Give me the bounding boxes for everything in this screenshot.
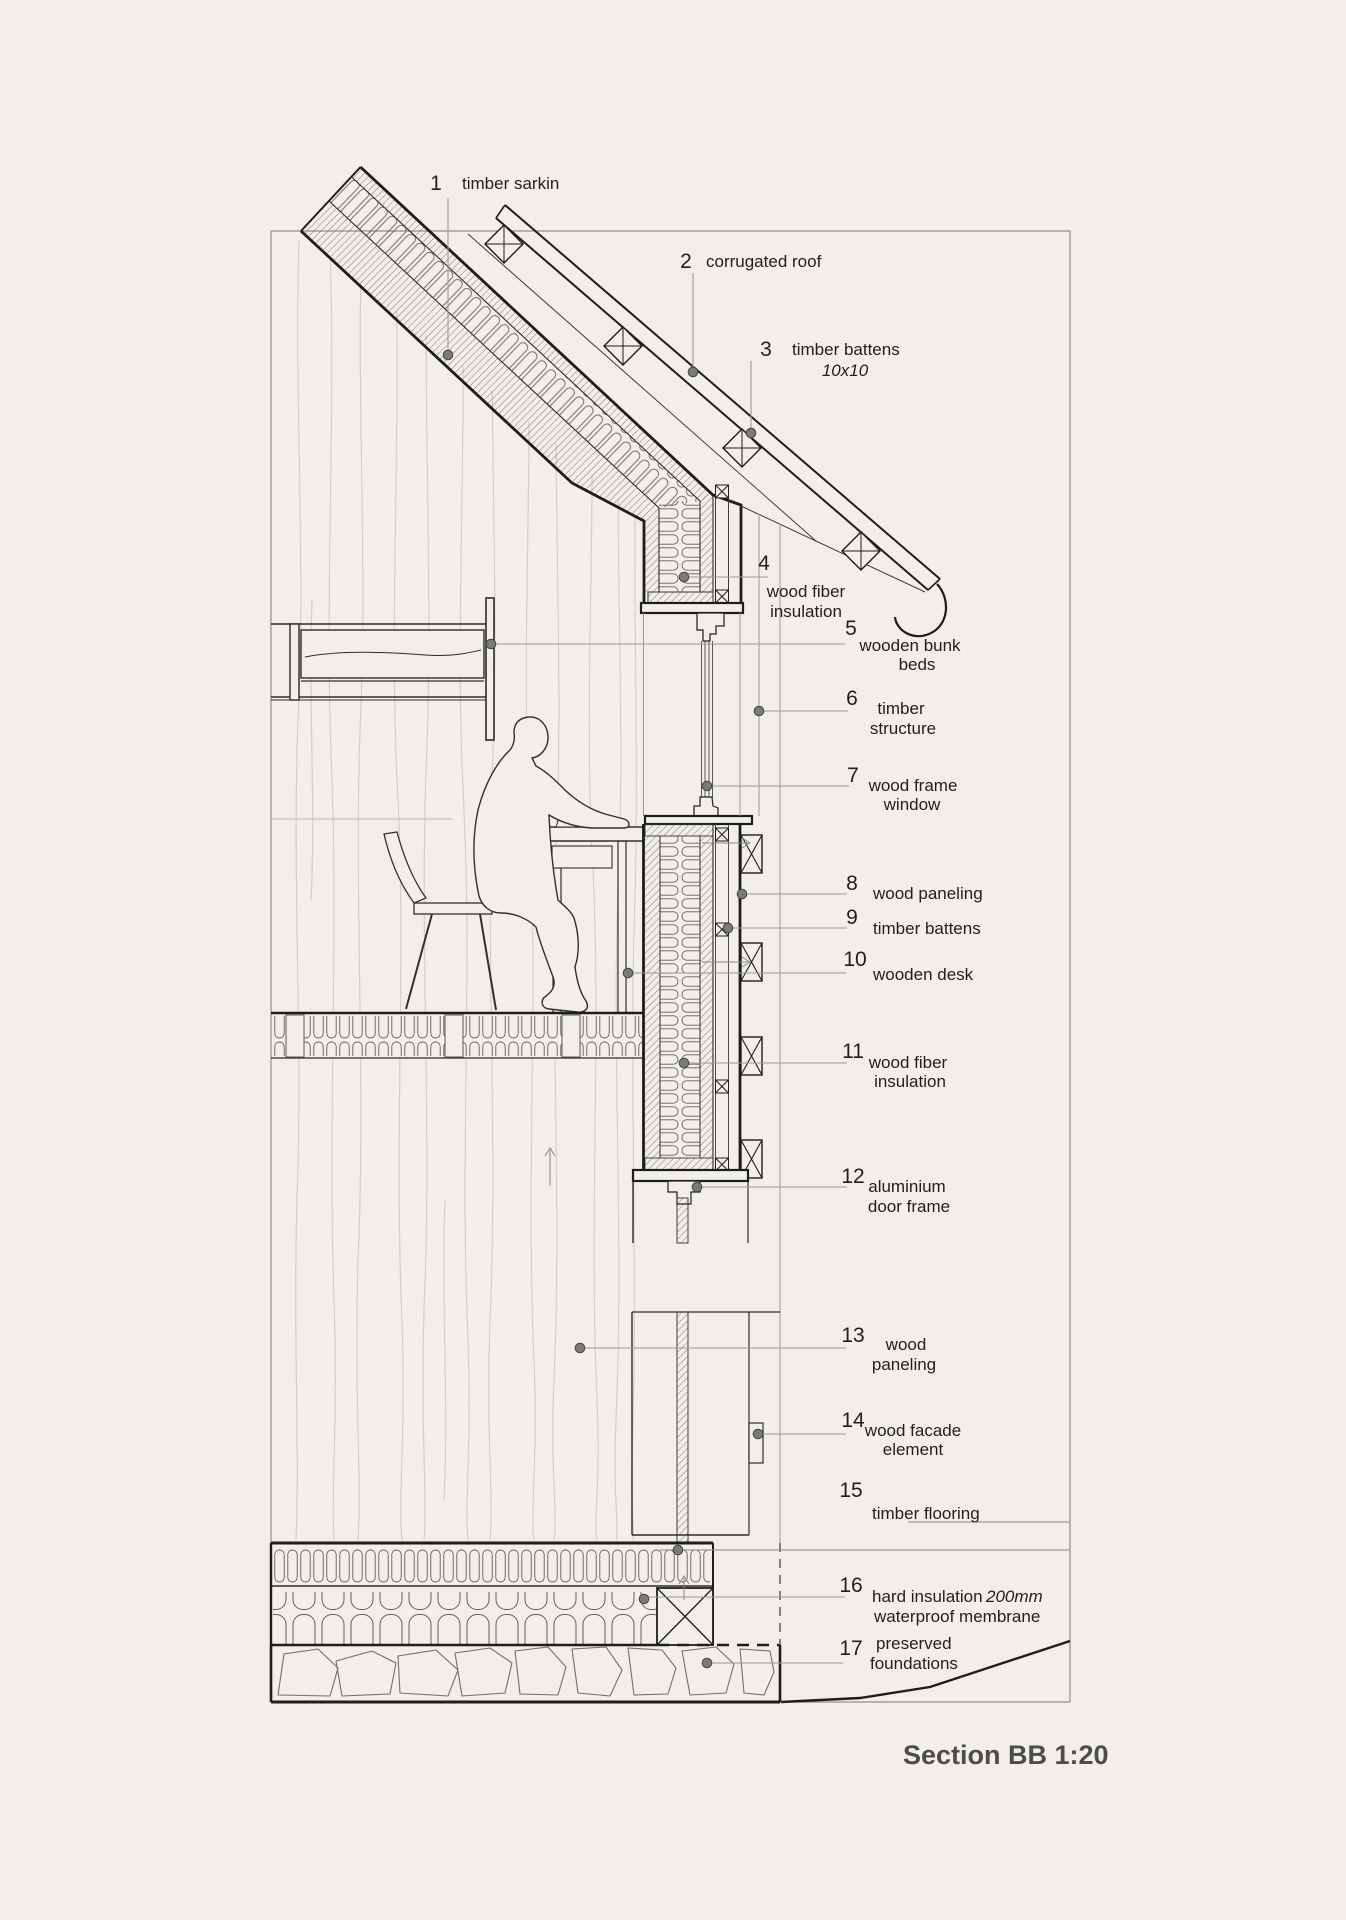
- door-lower-panel: [632, 1312, 780, 1578]
- wall-battens-small: [716, 828, 729, 1171]
- svg-text:6: 6: [846, 687, 858, 710]
- svg-text:paneling: paneling: [871, 1355, 937, 1374]
- svg-text:wood fiber: wood fiber: [766, 582, 846, 601]
- callout-5: [845, 617, 961, 674]
- dot-6: [754, 706, 764, 716]
- callout-4: [758, 552, 845, 621]
- door-assembly: [545, 1148, 780, 1578]
- svg-text:beds: beds: [898, 655, 936, 674]
- floor-insulation-upper: [273, 1547, 710, 1583]
- callout-15: [839, 1479, 979, 1523]
- dot-9: [723, 923, 733, 933]
- gutter: [895, 584, 946, 636]
- svg-text:200mm: 200mm: [986, 1587, 1043, 1606]
- roof-batten-icon: [842, 532, 880, 570]
- svg-text:12: 12: [841, 1165, 865, 1188]
- svg-text:10x10: 10x10: [821, 361, 869, 380]
- callout-12: [841, 1165, 950, 1216]
- dot-10: [623, 968, 633, 978]
- svg-text:wood facade: wood facade: [864, 1421, 962, 1440]
- svg-text:window: window: [883, 795, 941, 814]
- floor-insulation-lower: [273, 1592, 656, 1644]
- svg-text:timber: timber: [877, 699, 925, 718]
- window-head-sill: [641, 603, 743, 613]
- dot-4: [679, 572, 689, 582]
- callout-3: [760, 338, 900, 380]
- svg-text:wood: wood: [885, 1335, 927, 1354]
- dot-17: [702, 1658, 712, 1668]
- callout-16: [839, 1574, 1042, 1626]
- wall-battens-large: [741, 835, 762, 1178]
- timber-structure-lines: [740, 514, 780, 1543]
- small-batten-icon: [716, 485, 729, 603]
- svg-text:16: 16: [839, 1574, 863, 1597]
- svg-text:14: 14: [841, 1409, 865, 1432]
- eave-soffit-line: [741, 506, 925, 592]
- svg-text:wood frame: wood frame: [868, 776, 958, 795]
- svg-text:1: 1: [430, 172, 442, 195]
- window-sill-profile: [694, 797, 718, 816]
- rubble-stones: [278, 1647, 774, 1696]
- svg-text:waterproof membrane: waterproof membrane: [874, 1607, 1041, 1626]
- callout-8: [846, 872, 983, 903]
- callout-17: [839, 1634, 958, 1673]
- callout-14: [841, 1409, 961, 1459]
- svg-text:2: 2: [680, 250, 692, 273]
- callout-2: [680, 250, 821, 273]
- svg-text:7: 7: [847, 764, 859, 787]
- ground-floor-slab: [271, 1543, 713, 1645]
- svg-text:timber sarkin: timber sarkin: [462, 174, 560, 193]
- svg-text:insulation: insulation: [770, 602, 842, 621]
- callout-7: [847, 764, 957, 814]
- large-batten-icon: [741, 835, 762, 873]
- callout-9: [846, 906, 981, 938]
- svg-text:13: 13: [841, 1324, 865, 1347]
- window-head-profile: [697, 613, 724, 641]
- svg-text:insulation: insulation: [874, 1072, 946, 1091]
- svg-text:wooden bunk: wooden bunk: [859, 636, 961, 655]
- svg-text:foundations: foundations: [870, 1654, 958, 1673]
- svg-text:9: 9: [846, 906, 858, 929]
- dot-2: [688, 367, 698, 377]
- svg-text:timber battens: timber battens: [873, 919, 981, 938]
- svg-text:door frame: door frame: [867, 1197, 951, 1216]
- large-batten-icon: [741, 1037, 762, 1075]
- small-batten-icon: [716, 828, 729, 841]
- svg-text:hard insulation: hard insulation: [872, 1587, 983, 1606]
- dot-8: [737, 889, 747, 899]
- small-batten-icon: [716, 1080, 729, 1093]
- window-glazing: [702, 641, 713, 797]
- dot-13: [575, 1343, 585, 1353]
- svg-text:timber battens: timber battens: [792, 340, 900, 359]
- svg-text:aluminium: aluminium: [868, 1177, 946, 1196]
- window-assembly: [644, 613, 753, 824]
- foundation: [271, 1645, 780, 1702]
- dot-11: [679, 1058, 689, 1068]
- dot-12: [692, 1182, 702, 1192]
- dot-14: [753, 1429, 763, 1439]
- dot-5: [486, 639, 496, 649]
- svg-text:11: 11: [842, 1040, 864, 1063]
- callout-1: [430, 172, 559, 195]
- svg-text:wood paneling: wood paneling: [873, 884, 983, 903]
- roof-assembly: [301, 167, 946, 636]
- svg-text:timber flooring: timber flooring: [872, 1504, 980, 1523]
- dot-3: [746, 428, 756, 438]
- svg-text:3: 3: [760, 338, 772, 361]
- svg-text:5: 5: [845, 617, 857, 640]
- callout-10: [843, 948, 973, 984]
- callout-6: [846, 687, 936, 738]
- loft-floor: [271, 1013, 643, 1058]
- svg-text:element: element: [882, 1440, 944, 1459]
- svg-text:wooden desk: wooden desk: [873, 965, 974, 984]
- dot-16: [639, 1594, 649, 1604]
- svg-text:10: 10: [843, 948, 867, 971]
- svg-text:4: 4: [758, 552, 770, 575]
- svg-text:corrugated roof: corrugated roof: [706, 252, 822, 271]
- svg-text:structure: structure: [869, 719, 937, 738]
- exterior-wall: [633, 824, 762, 1181]
- dot-7: [702, 781, 712, 791]
- drawing-title: Section BB 1:20: [903, 1740, 1109, 1770]
- svg-text:8: 8: [846, 872, 858, 895]
- svg-text:15: 15: [839, 1479, 863, 1502]
- bed-post: [486, 598, 494, 740]
- svg-text:17: 17: [839, 1637, 863, 1660]
- svg-text:wood fiber: wood fiber: [868, 1053, 948, 1072]
- callout-11: [842, 1040, 947, 1091]
- dot-15: [673, 1545, 683, 1555]
- vent-arrow-icon: [545, 1148, 555, 1186]
- svg-text:preserved: preserved: [876, 1634, 952, 1653]
- dot-1: [443, 350, 453, 360]
- door-head-sill: [633, 1170, 748, 1181]
- window-sill-slab: [645, 816, 752, 824]
- facade-element-clip: [749, 1423, 763, 1463]
- callout-13: [841, 1324, 936, 1374]
